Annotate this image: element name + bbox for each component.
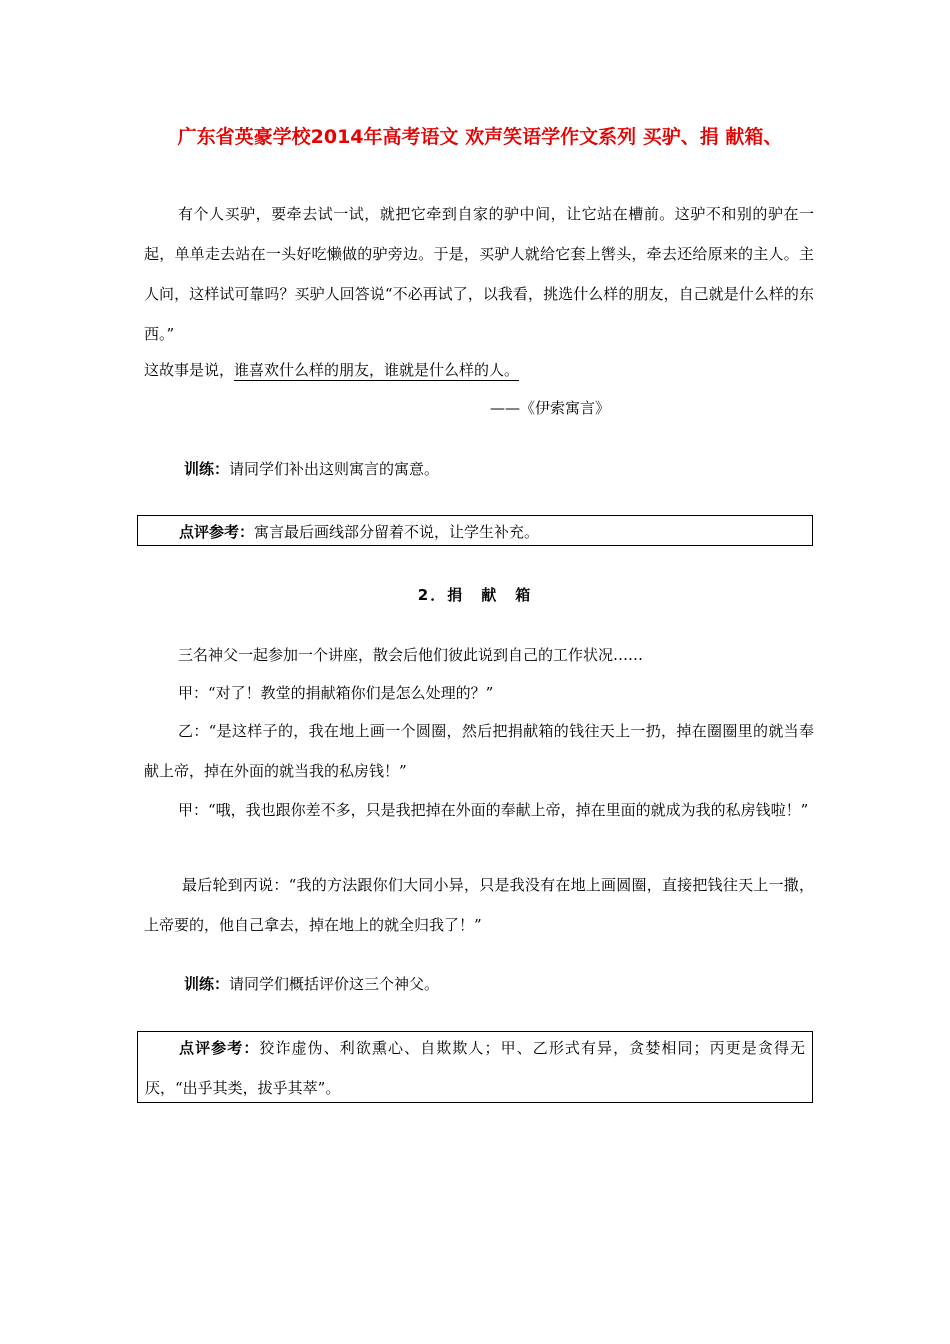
story1-review: [179, 522, 539, 542]
story2-yi: 乙：“是这样子的，我在地上画一个圆圈，然后把捐献箱的钱往天上一扔，掉在圈圈里的就当奉献上帝，掉在外面的就当我的私房钱！”: [144, 722, 814, 780]
training-text: 请同学们补出这则寓言的寓意。: [229, 460, 440, 478]
story1-source: ——《伊索寓言》: [490, 399, 611, 417]
training-text: 请同学们概括评价这三个神父。: [229, 975, 440, 993]
story2-jia2: 甲：“哦，我也跟你差不多，只是我把掉在外面的奉献上帝，掉在里面的就成为我的私房钱啦！”: [178, 801, 809, 819]
training-label: 训练：: [184, 460, 230, 478]
story2-line-2: 甲：“对了！教堂的捐献箱你们是怎么处理的？”: [178, 684, 494, 702]
review-label: 点评参考：: [179, 1039, 260, 1057]
training-label: 训练：: [184, 975, 230, 993]
moral-prefix: 这故事是说，: [144, 361, 235, 379]
review-text: 狡诈虚伪、利欲熏心、自欺欺人；甲、乙形式有异，贪婪相同；丙更是贪得无厌，“出乎其类，拔乎其萃”。: [145, 1039, 805, 1097]
story1-paragraph: 有个人买驴，要牵去试一试，就把它牵到自家的驴中间，让它站在槽前。这驴不和别的驴在一起，单单走去站在一头好吃懒做的驴旁边。于是，买驴人就给它套上辔头，牵去还给原来的主人。主人问，这样试可靠吗？买驴人回答说“不必再试了，以我看，挑选什么样的朋友，自己就是什么样的东西。”: [144, 205, 814, 343]
story2-review: [145, 1028, 805, 1108]
story1-review-box: [137, 515, 813, 546]
story2-heading: 2．捐 献 箱: [417, 586, 533, 604]
story2-training: [184, 974, 439, 994]
story1-moral: [144, 360, 519, 380]
story2-review-box: [137, 1031, 813, 1103]
review-text: 寓言最后画线部分留着不说，让学生补充。: [254, 523, 540, 541]
story1-training: [184, 459, 439, 479]
story2-bing: 最后轮到丙说：“我的方法跟你们大同小异，只是我没有在地上画圆圈，直接把钱往天上一撒，上帝要的，他自己拿去，掉在地上的就全归我了！”: [144, 876, 814, 934]
moral-underlined: 谁喜欢什么样的朋友，谁就是什么样的人。: [234, 361, 520, 379]
review-label: 点评参考：: [179, 523, 255, 541]
story2-line-1: 三名神父一起参加一个讲座，散会后他们彼此说到自己的工作状况……: [178, 646, 644, 664]
document-title: 广东省英豪学校2014年高考语文 欢声笑语学作文系列 买驴、捐 献箱、: [177, 126, 783, 148]
